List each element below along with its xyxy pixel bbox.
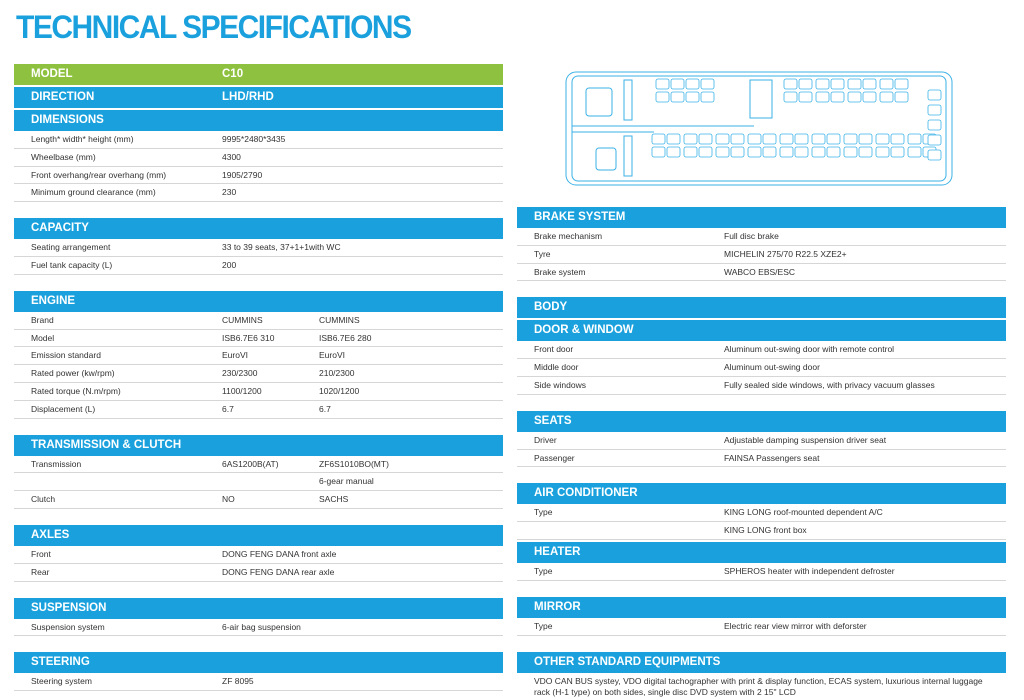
spec-row [517,450,1006,468]
seat-icon [684,147,697,157]
spec-row [14,347,503,365]
seat-icon [812,147,825,157]
seat-icon [799,79,812,89]
spec-value: DONG FENG DANA front axle [222,548,337,559]
engine-section [14,291,503,419]
spec-row [14,491,503,509]
model-value: C10 [222,68,244,80]
bus-floor-plan [564,70,955,188]
spec-value: MICHELIN 275/70 R22.5 XZE2+ [724,248,847,259]
seat-icon [701,79,714,89]
spec-label: Model [31,332,55,343]
section-header: SUSPENSION [14,598,503,619]
spec-row [517,522,1006,540]
spec-value: 1020/1200 [319,385,360,396]
seat-icon [701,92,714,102]
spec-column-left [14,64,503,691]
spec-value: ISB6.7E6 310 [222,332,275,343]
spec-label: Front [31,548,51,559]
spec-row [517,264,1006,282]
section-header: STEERING [14,652,503,673]
spec-row [14,184,503,202]
seat-icon [699,147,712,157]
seat-icon [876,134,889,144]
dimensions-section [14,110,503,202]
page-title: TECHNICAL SPECIFICATIONS [16,10,411,46]
seat-icon [671,79,684,89]
spec-label: Transmission [31,458,82,469]
other-equipment-text: VDO CAN BUS systey, VDO digital tachographer with print & display function, ECAS system, luxurious internal luggage rack (H-1 type) on both sides, single disc DVD system with 2 15" LCD [534,675,983,698]
seat-icon [908,134,921,144]
other-equipment-header: OTHER STANDARD EQUIPMENTS [517,652,1006,673]
spec-value: DONG FENG DANA rear axle [222,566,335,577]
seat-icon [784,79,797,89]
seat-icon [671,92,684,102]
spec-label: Driver [534,434,557,445]
seat-icon [795,147,808,157]
seat-icon [748,134,761,144]
seat-icon [928,135,941,145]
spec-value: 6.7 [319,403,331,414]
spec-value: 230 [222,187,237,198]
spec-label: Seating arrangement [31,242,111,253]
section-header: AIR CONDITIONER [517,483,1006,504]
spec-label: Tyre [534,248,551,259]
section-header: CAPACITY [14,218,503,239]
door-window-section [517,320,1006,394]
spec-value: SACHS [319,494,349,505]
spec-value: 6-gear manual [319,476,374,487]
section-header: DIMENSIONS [14,110,503,131]
spec-row [14,473,503,491]
body-header: BODY [517,297,1006,318]
capacity-section [14,218,503,275]
spec-label: Wheelbase (mm) [31,151,96,162]
seat-icon [863,79,876,89]
spec-value: ZF6S1010BO(MT) [319,458,389,469]
seat-icon [652,134,665,144]
seat-icon [848,92,861,102]
spec-label: Suspension system [31,621,105,632]
seat-icon [859,147,872,157]
section-header: ENGINE [14,291,503,312]
spec-row [517,377,1006,395]
spec-value: 4300 [222,151,241,162]
spec-row [517,246,1006,264]
section-header: HEATER [517,542,1006,563]
spec-label: Rear [31,566,50,577]
seat-icon [667,147,680,157]
spec-value: EuroVI [319,350,345,361]
spec-label: Type [534,565,553,576]
seat-icon [652,147,665,157]
spec-value: 1100/1200 [222,385,262,396]
spec-row [14,619,503,637]
spec-row [14,456,503,474]
spec-row [14,149,503,167]
spec-row [517,432,1006,450]
section-header: BRAKE SYSTEM [517,207,1006,228]
spec-label: Side windows [534,379,586,390]
axles-section [14,525,503,582]
seat-icon [656,79,669,89]
spec-label: Length* width* height (mm) [31,134,134,144]
section-header: SEATS [517,411,1006,432]
seat-icon [859,134,872,144]
section-header: MIRROR [517,597,1006,618]
spec-label: Clutch [31,494,56,505]
spec-value: Fully sealed side windows, with privacy vacuum glasses [724,379,935,390]
spec-value: KING LONG roof-mounted dependent A/C [724,507,883,518]
spec-value: 6.7 [222,403,234,414]
seat-icon [686,92,699,102]
seat-icon [686,79,699,89]
seat-icon [876,147,889,157]
air-conditioner-section [517,483,1006,540]
spec-row [14,167,503,185]
spec-label: Minimum ground clearance (mm) [31,187,156,198]
spec-value: 9995*2480*3435 [222,134,286,144]
seat-icon [891,147,904,157]
spec-label: Rated torque (N.m/rpm) [31,385,121,396]
spec-row [14,312,503,330]
seat-icon [731,134,744,144]
seat-icon [812,134,825,144]
seat-icon [731,147,744,157]
spec-value: Full disc brake [724,231,779,241]
seat-icon [880,79,893,89]
spec-label: Passenger [534,452,575,463]
steering-section [14,652,503,691]
seat-icon [684,134,697,144]
seat-icon [816,79,829,89]
spec-row [14,673,503,691]
spec-row [517,228,1006,246]
seat-icon [831,92,844,102]
seat-icon [844,134,857,144]
seat-icon [699,134,712,144]
seat-icon [928,150,941,160]
spec-row [517,359,1006,377]
spec-row [14,401,503,419]
seat-icon [928,105,941,115]
transmission-section [14,435,503,509]
seat-icon [895,79,908,89]
spec-value: 6-air bag suspension [222,621,301,632]
seat-icon [748,147,761,157]
spec-row [14,257,503,275]
spec-row [14,330,503,348]
section-header: TRANSMISSION & CLUTCH [14,435,503,456]
direction-value: LHD/RHD [222,91,274,103]
seat-icon [763,134,776,144]
spec-label: Emission standard [31,350,101,361]
seats-section [517,411,1006,468]
seat-icon [780,134,793,144]
spec-label: Brake system [534,266,586,277]
seat-icon [827,147,840,157]
seat-icon [827,134,840,144]
seat-icon [928,90,941,100]
spec-label: Steering system [31,676,92,687]
spec-row [14,564,503,582]
spec-value: 200 [222,259,237,270]
spec-value: 230/2300 [222,368,258,379]
seat-icon [928,120,941,130]
spec-value: Adjustable damping suspension driver seat [724,434,887,445]
seat-icon [844,147,857,157]
spec-label: Type [534,620,553,631]
spec-row [517,341,1006,359]
seat-icon [895,92,908,102]
spec-row [517,504,1006,522]
seat-icon [880,92,893,102]
seat-icon [891,134,904,144]
spec-value: 210/2300 [319,368,355,379]
model-header [14,64,503,85]
direction-header [14,87,503,108]
model-label: MODEL [31,68,73,80]
seat-icon [863,92,876,102]
spec-value: Aluminum out-swing door [724,362,820,373]
mirror-section [517,597,1006,636]
direction-label: DIRECTION [31,91,95,103]
spec-value: KING LONG front box [724,525,807,536]
spec-value: ISB6.7E6 280 [319,332,372,343]
seat-icon [848,79,861,89]
spec-row [14,131,503,149]
heater-section [517,542,1006,581]
spec-label: Middle door [534,362,579,373]
spec-row [14,365,503,383]
spec-value: SPHEROS heater with independent defroster [724,565,895,576]
seat-icon [831,79,844,89]
spec-label: Type [534,507,553,518]
seat-icon [816,92,829,102]
seat-icon [799,92,812,102]
spec-label: Rated power (kw/rpm) [31,368,115,379]
seat-icon [795,134,808,144]
seat-icon [716,134,729,144]
spec-label: Front overhang/rear overhang (mm) [31,169,167,180]
spec-value: 6AS1200B(AT) [222,458,279,469]
spec-label: Front door [534,344,574,355]
section-header: AXLES [14,525,503,546]
spec-value: 33 to 39 seats, 37+1+1with WC [222,242,341,253]
spec-value: 1905/2790 [222,169,263,180]
section-header: DOOR & WINDOW [517,320,1006,341]
brake-section [517,207,1006,281]
spec-row [14,383,503,401]
spec-row [14,239,503,257]
seat-icon [780,147,793,157]
suspension-section [14,598,503,637]
spec-value: FAINSA Passengers seat [724,452,820,463]
seat-icon [908,147,921,157]
seat-icon [763,147,776,157]
spec-value: WABCO EBS/ESC [724,266,796,277]
spec-value: Aluminum out-swing door with remote control [724,344,895,355]
seat-icon [784,92,797,102]
spec-row [517,563,1006,581]
seat-icon [667,134,680,144]
spec-column-right [517,207,1006,699]
spec-value: CUMMINS [319,314,360,325]
spec-value: ZF 8095 [222,676,254,687]
spec-label: Brake mechanism [534,231,603,241]
spec-value: CUMMINS [222,314,263,325]
spec-value: Electric rear view mirror with deforster [724,620,867,631]
spec-label: Brand [31,314,54,325]
spec-label: Displacement (L) [31,403,96,414]
spec-row [517,618,1006,636]
spec-row [14,546,503,564]
seat-icon [656,92,669,102]
spec-value: NO [222,494,235,505]
seat-icon [716,147,729,157]
spec-value: EuroVI [222,350,248,361]
spec-label: Fuel tank capacity (L) [31,259,113,270]
